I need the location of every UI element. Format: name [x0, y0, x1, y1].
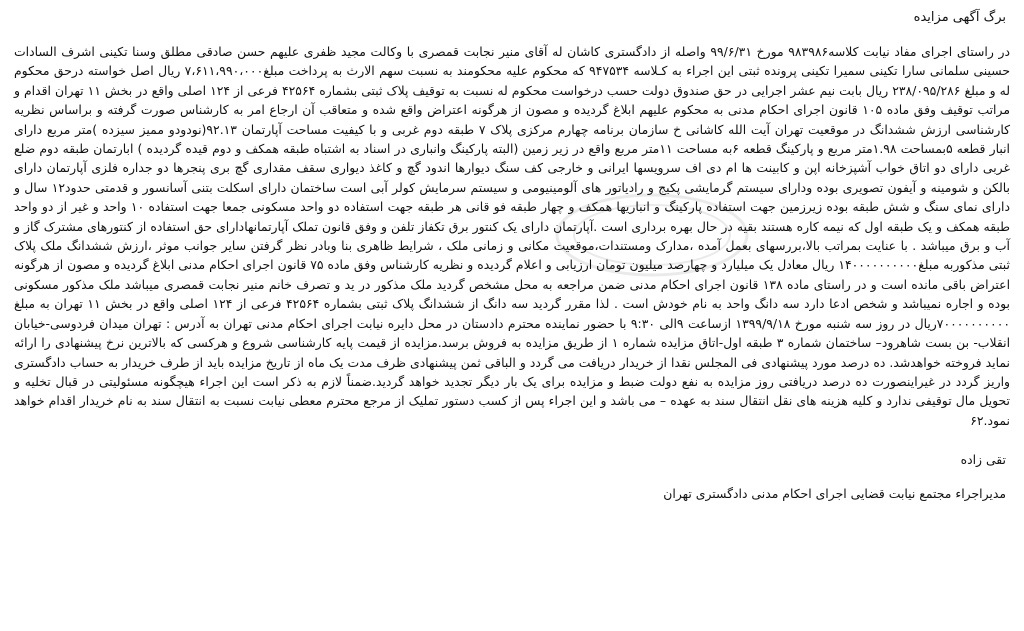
notice-body: در راستای اجرای مفاد نیابت کلاسه۹۸۳۹۸۶ مورخ ۹۹/۶/۳۱ واصله از دادگستری کاشان له آقای منیر نجابت قمصری با وکالت مجید ظفری علیهم حسن صادقی مطلق وسنا تکینی اشرف السادات حسینی سلمانی سارا تکینی سمیرا تکینی پرونده ثبتی این اجراء به کـلاسه ۹۴۷۵۳۴ که محکوم علیه محکومند به نسبت سهم الارث به پرداخت مبلغ۷،۶۱۱،۹۹۰،۰۰۰ ریال اصل خواسته درحق محکوم له و مبلغ ۲۳۸/۰۹۵/۲۸۶ ریال بابت نیم عشر اجرایی در حق صندوق دولت حسب درخواست محکوم له نسبت به توقیف پلاک ثبتی بشماره ۴۲۵۶۴ فرعی از ۱۲۴ اصلی واقع در بخش ۱۱ تهران اقدام و مراتب توقیف وفق ماده ۱۰۵ قانون اجرای احکام مدنی به محکوم علیهم ابلاغ گردیده و مصون از هرگونه اعتراض واقع شده و متعاقب آن ارجاع امر به کارشناس صورت گرفته و براساس نظریه کارشناسی ارزش ششدانگ در موقعیت تهران آیت الله کاشانی خ سازمان برنامه چهارم مرکزی پلاک ۷ طبقه دوم غربی و با کیفیت مساحت آپارتمان ۹۲.۱۳(نودودو ممیز سیزده )متر مربع دارای انبار قطعه ۵بمساحت ۱.۹۸متر مربع و پارکینگ قطعه ۶به مساحت ۱۱متر مربع واقع در زیر زمین (البته پارکینگ وانباری در اسناد به اشتباه طبقه همکف و دوم قیده گردیده ) ابارتمان طبقه دوم ضلع غربی دارای دو اتاق خواب آشپزخانه اپن و کابینت ها ام دی اف سرویسها ایرانی و خارجی کف سنگ دیوارها اندود گچ و کاغذ دیواری سقف مقداری گچ بری پنجرها دو جداره فلزی آپارتمان دارای بالکن و شومینه و آیفون تصویری بوده ودارای سیستم گرمایشی پکیج و رادیاتور های آلومینیومی و سیستم سرمایش کولر آبی است ساختمان دارای اسکلت بتنی آسانسور و قدمتی حدود۱۲ سال و دارای نمای سنگ و شش طبقه بوده زیرزمین جهت استفاده پارکینگ و انباریها همکف و چهار طبقه فو قانی هر طبقه جهت استفاده دو واحد مسکونی جمعا جهت استفاده ۱۰ واحد و غیر از دو واحد طبقه همکف و یک طبقه اول که نیمه کاره هستند بقیه در حال بهره برداری است .آپارتمان دارای یک کنتور برق تکفاز تلفن و وفق قانون تملک آپارتمانهادارای حق استفاده از کنتورهای مشترک گاز و آب و برق میباشد . با عنایت بمراتب بالا،بررسهای بعمل آمده ،مدارک ومستندات،موقعیت مکانی و زمانی ملک ، شرایط ظاهری بنا وبادر نظر گرفتن سایر جوانب موثر ،ارزش ششدانگ ملک پلاک ثبتی مذکوربه مبلغ۱۴۰۰۰۰۰۰۰۰۰۰ ریال معادل یک میلیارد و چهارصد میلیون تومان ارزیابی و اعلام گردیده و نظریه کارشناس وفق ماده ۷۵ قانون اجرای احکام مدنی ابلاغ گردیده و مصون از هرگونه اعتراض باقی مانده است و در راستای ماده ۱۳۸ قانون اجرای احکام مدنی ضمن مراجعه به محل مشخص گردید ملک مذکور در ید و تصرف خانم منیر نجابت قمصری میباشد ملک مذکور مسکونی بوده و اجاره نمیباشد و شخص ادعا دارد سه دانگ واحد به نام خودش است . لذا مقرر گردید سه دانگ از ششدانگ پلاک ثبتی بشماره ۴۲۵۶۴ فرعی از ۱۲۴ اصلی واقع در بخش ۱۱ تهران به مبلغ ۷۰۰۰۰۰۰۰۰۰۰ریال در روز سه شنبه مورخ ۱۳۹۹/۹/۱۸ ازساعت ۹الی ۹:۳۰ با حضور نماینده محترم دادستان در محل دایره نیابت اجرای احکام مدنی تهران به آدرس : تهران میدان فردوسی-خیابان انقلاب- بن بست شاهرود– ساختمان شماره ۳ طبقه اول-اتاق مزایده شماره ۱ از طریق مزایده به فروش برسد.مزایده از قیمت پایه کارشناسی شروع و هرکسی که بالاترین نرخ پیشنهادی را ارائه نماید فروخته خواهدشد. ده درصد مورد پیشنهادی فی المجلس نقدا از خریدار دریافت می گردد و الباقی ثمن پیشنهادی ظرف مدت یک ماه از تاریخ مزایده باید از طرف خریدار به حساب دادگستری واریز گردد در غیراینصورت ده درصد دریافتی روز مزایده به نفع دولت ضبط و مزایده برای یک بار دیگر تجدید خواهد گردید.ضمناً لازم به ذکر است این اجراء هیچگونه مسئولیتی در قبال تخلیه و تحویل مال توقیفی ندارد و کلیه هزینه های نقل انتقال سند به عهده – می باشد و این اجراء پس از کسب دستور تملیک از مرجع محترم معطی نیابت نسبت به انتقال سند به نام خریدار اقدام خواهد نمود.۶۲: [14, 44, 1011, 428]
notice-title: برگ آگهی مزایده: [913, 10, 1006, 25]
auction-notice-document: [14, 8, 1010, 503]
signer-title: مدیراجراء مجتمع نیابت قضایی اجرای احکام مدنی دادگستری تهران: [663, 485, 1006, 501]
signer-name: تقی زاده: [960, 452, 1006, 468]
